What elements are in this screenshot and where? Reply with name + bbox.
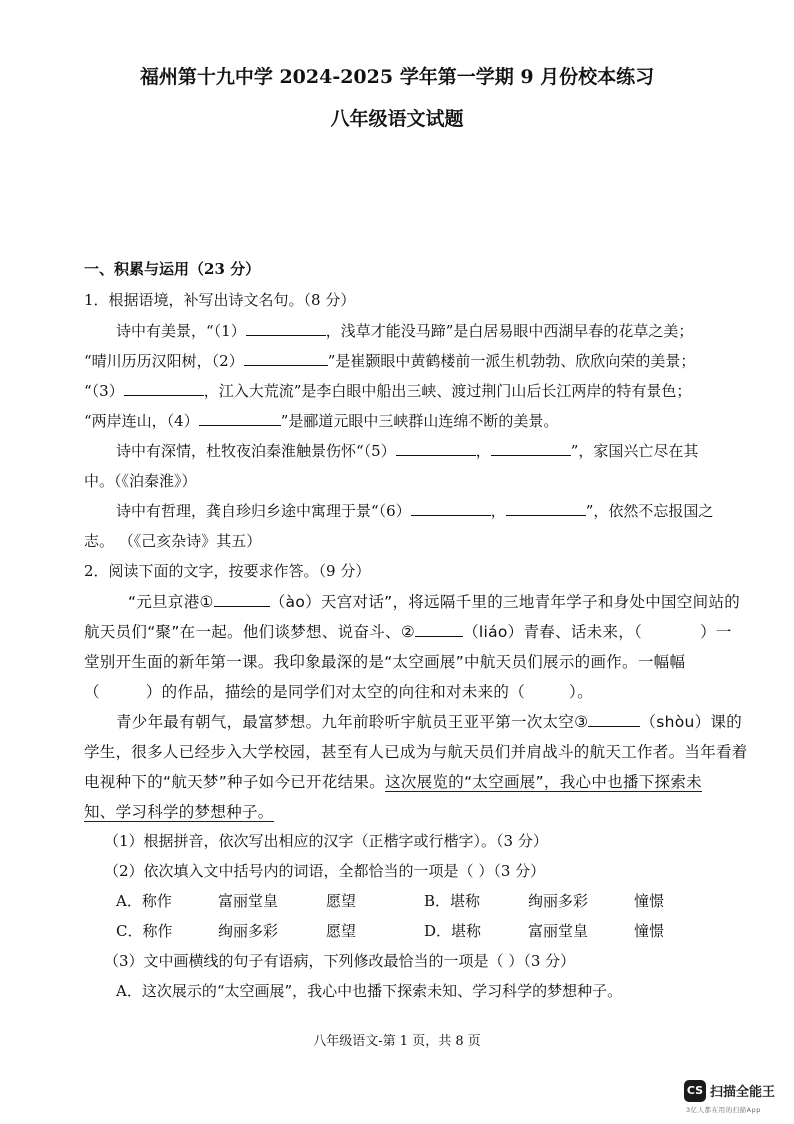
- scanner-tagline: 3亿人都在用的扫描App: [686, 1106, 761, 1114]
- exam-title: 福州第十九中学 2024-2025 学年第一学期 9 月份校本练习: [139, 66, 655, 88]
- option-b-word-3: 憧憬: [634, 892, 665, 910]
- answer-blank-3[interactable]: [124, 395, 204, 396]
- option-c-word-3: 愿望: [326, 922, 357, 940]
- option-a-word-3: 愿望: [326, 892, 357, 910]
- option-a-word-2: 富丽堂皇: [218, 892, 279, 910]
- q1-line-3: “（3） ，江入大荒流”是李白眼中船出三峡、渡过荆门山后长江两岸的特有景色；: [84, 382, 692, 400]
- scanner-logo-icon: CS: [684, 1080, 706, 1102]
- answer-blank-5b[interactable]: [491, 455, 571, 456]
- option-c-word-2: 绚丽多彩: [218, 922, 279, 940]
- underlined-sentence-part-1: 这次展览的“太空画展”，我心中也播下探索未: [385, 773, 702, 791]
- scanner-name: 扫描全能王: [710, 1085, 776, 1100]
- option-c[interactable]: C．称作: [116, 922, 173, 940]
- q2-para-line-8: [84, 800, 274, 822]
- question-2-stem: 2．阅读下面的文字，按要求作答。（9 分）: [84, 562, 371, 580]
- q1-line-7: 诗中有哲理，龚自珍归乡途中寓理于景“（6） ， ”，依然不忘报国之: [116, 502, 714, 520]
- answer-blank-1[interactable]: [246, 335, 326, 336]
- q2-sub-3: （3）文中画横线的句子有语病，下列修改最恰当的一项是（ ）（3 分）: [104, 952, 576, 970]
- q2-para-line-3: 堂别开生面的新年第一课。我印象最深的是“太空画展”中航天员们展示的画作。一幅幅: [84, 653, 686, 671]
- answer-blank-6b[interactable]: [506, 515, 586, 516]
- option-b-word-2: 绚丽多彩: [528, 892, 589, 910]
- option-d[interactable]: D．堪称: [424, 922, 482, 940]
- q1-line-5: 诗中有深情，杜牧夜泊秦淮触景伤怀“（5） ， ”，家国兴亡尽在其: [116, 442, 699, 460]
- scanner-watermark: [684, 1080, 788, 1116]
- section-heading: 一、积累与运用（23 分）: [84, 260, 261, 278]
- underlined-sentence-part-2: 知、学习科学的梦想种子。: [84, 803, 274, 821]
- pinyin-blank-2[interactable]: [415, 636, 463, 637]
- q2-para-line-6: 学生，很多人已经步入大学校园，甚至有人已成为与航天员们并肩战斗的航天工作者。当年看着: [84, 743, 748, 761]
- q1-line-1: 诗中有美景，“（1） ，浅草才能没马蹄”是白居易眼中西湖早春的花草之美；: [116, 322, 694, 340]
- option-a[interactable]: A．称作: [116, 892, 172, 910]
- q2-para-line-4: （ ）的作品，描绘的是同学们对太空的向往和对未来的（ ）。: [84, 683, 593, 701]
- q2-sub-1: （1）根据拼音，依次写出相应的汉字（正楷字或行楷字）。（3 分）: [104, 832, 548, 850]
- q2-para-line-5: 青少年最有朝气，最富梦想。九年前聆听宇航员王亚平第一次太空③ （shòu）课的: [116, 713, 743, 731]
- q1-line-6: 中。（《泊秦淮》）: [84, 472, 197, 490]
- q2-para-line-2: 航天员们“聚”在一起。他们谈梦想、说奋斗、② （liáo）青春、话未来，（ ）一: [84, 623, 732, 641]
- q2-para-line-7: 电视种下的“航天梦”种子如今已开花结果。这次展览的“太空画展”，我心中也播下探索未: [84, 773, 702, 791]
- answer-blank-6a[interactable]: [411, 515, 491, 516]
- answer-blank-2[interactable]: [244, 365, 328, 366]
- page-footer: 八年级语文-第 1 页，共 8 页: [313, 1034, 481, 1049]
- option-3-a[interactable]: A．这次展示的“太空画展”，我心中也播下探索未知、学习科学的梦想种子。: [116, 982, 623, 1000]
- q1-line-4: “两岸连山，（4） ”是郦道元眼中三峡群山连绵不断的美景。: [84, 412, 559, 430]
- answer-blank-4[interactable]: [199, 425, 281, 426]
- q2-para-line-1: “元旦京港① （ào）天宫对话”，将远隔千里的三地青年学子和身处中国空间站的: [128, 593, 741, 611]
- option-d-word-3: 憧憬: [634, 922, 665, 940]
- q1-line-2: “晴川历历汉阳树，（2） ”是崔颢眼中黄鹤楼前一派生机勃勃、欣欣向荣的美景；: [84, 352, 696, 370]
- answer-blank-5a[interactable]: [396, 455, 476, 456]
- pinyin-blank-1[interactable]: [214, 606, 270, 607]
- q2-sub-2: （2）依次填入文中括号内的词语，全都恰当的一项是（ ）（3 分）: [104, 862, 546, 880]
- option-d-word-2: 富丽堂皇: [528, 922, 589, 940]
- q1-line-8: 志。 （《己亥杂诗》其五）: [84, 532, 262, 550]
- question-1-stem: 1．根据语境，补写出诗文名句。（8 分）: [84, 291, 356, 309]
- exam-subtitle: 八年级语文试题: [330, 108, 464, 130]
- pinyin-blank-3[interactable]: [588, 726, 640, 727]
- option-b[interactable]: B．堪称: [424, 892, 481, 910]
